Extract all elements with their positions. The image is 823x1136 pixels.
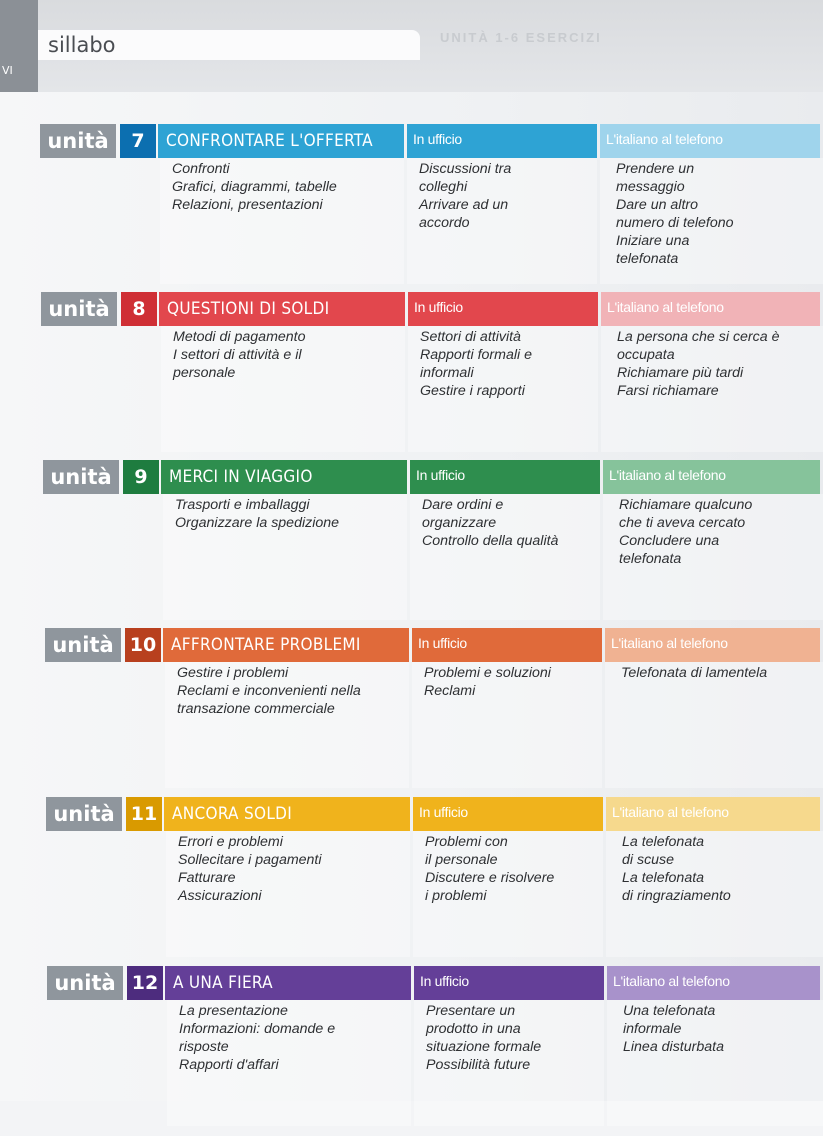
syllabus-line: che ti aveva cercato <box>619 515 746 531</box>
unit-number: 10 <box>125 628 161 662</box>
syllabus-line: La telefonata <box>622 834 705 850</box>
unit-title: QUESTIONI DI SOLDI <box>159 292 405 326</box>
page-number: VI <box>2 64 13 77</box>
ufficio-column <box>420 328 600 400</box>
topics-column <box>177 664 412 718</box>
syllabus-line: Telefonata di lamentela <box>621 665 768 681</box>
unit-title: A UNA FIERA <box>165 966 411 1000</box>
topics-column <box>172 160 407 214</box>
unit-title: AFFRONTARE PROBLEMI <box>163 628 409 662</box>
ufficio-column <box>422 496 602 550</box>
italiano-telefono-header: L'italiano al telefono <box>605 628 820 662</box>
unit-number: 7 <box>120 124 156 158</box>
unit-block-12 <box>47 966 820 1136</box>
ufficio-column <box>426 1002 606 1074</box>
syllabus-line: Rapporti d'affari <box>179 1057 279 1073</box>
syllabus-line: Problemi e soluzioni <box>424 665 551 681</box>
unit-block-7 <box>40 124 820 294</box>
unit-header <box>45 628 823 662</box>
unit-header <box>47 966 823 1000</box>
unit-block-8 <box>41 292 820 462</box>
syllabus-line: Possibilità future <box>426 1057 531 1073</box>
unit-label: unità <box>47 966 123 1000</box>
syllabus-line: Confronti <box>172 161 230 177</box>
italiano-telefono-header: L'italiano al telefono <box>607 966 820 1000</box>
unit-number: 11 <box>126 797 162 831</box>
topics-column <box>178 833 413 905</box>
syllabus-line: occupata <box>617 347 675 363</box>
in-ufficio-header: In ufficio <box>408 292 598 326</box>
syllabus-line: Presentare un <box>426 1003 516 1019</box>
syllabus-line: Reclami e inconvenienti nella <box>177 683 361 699</box>
in-ufficio-header: In ufficio <box>407 124 597 158</box>
ufficio-column <box>424 664 604 700</box>
section-title-box <box>38 30 420 60</box>
syllabus-line: di scuse <box>622 852 675 868</box>
section-title: sillabo <box>48 33 116 57</box>
unit-number: 9 <box>123 460 159 494</box>
syllabus-line: La telefonata <box>622 870 705 886</box>
ufficio-column <box>425 833 605 905</box>
in-ufficio-header: In ufficio <box>414 966 604 1000</box>
syllabus-line: i problemi <box>425 888 487 904</box>
syllabus-line: risposte <box>179 1039 229 1055</box>
syllabus-line: organizzare <box>422 515 497 531</box>
in-ufficio-header: In ufficio <box>410 460 600 494</box>
italiano-telefono-header: L'italiano al telefono <box>601 292 820 326</box>
unit-label: unità <box>45 628 121 662</box>
telefono-column <box>616 160 823 268</box>
unit-number: 8 <box>121 292 157 326</box>
italiano-telefono-header: L'italiano al telefono <box>606 797 820 831</box>
syllabus-line: Grafici, diagrammi, tabelle <box>172 179 337 195</box>
syllabus-line: Settori di attività <box>420 329 521 345</box>
unit-label: unità <box>46 797 122 831</box>
syllabus-line: Organizzare la spedizione <box>175 515 340 531</box>
topics-column <box>179 1002 414 1074</box>
topics-column <box>173 328 408 382</box>
syllabus-line: Rapporti formali e <box>420 347 532 363</box>
syllabus-line: prodotto in una <box>426 1021 521 1037</box>
italiano-telefono-header: L'italiano al telefono <box>603 460 820 494</box>
unit-label: unità <box>41 292 117 326</box>
unit-block-9 <box>43 460 820 630</box>
syllabus-line: Prendere un <box>616 161 695 177</box>
syllabus-line: Richiamare qualcuno <box>619 497 753 513</box>
syllabus-line: Relazioni, presentazioni <box>172 197 323 213</box>
bleed-through-text: UNITÀ 1-6 ESERCIZI <box>440 30 602 45</box>
syllabus-line: Discutere e risolvere <box>425 870 555 886</box>
syllabus-line: Richiamare più tardi <box>617 365 744 381</box>
syllabus-line: informale <box>623 1021 682 1037</box>
italiano-telefono-header: L'italiano al telefono <box>600 124 820 158</box>
unit-header <box>43 460 823 494</box>
unit-header <box>46 797 823 831</box>
syllabus-line: Arrivare ad un <box>419 197 509 213</box>
syllabus-line: Sollecitare i pagamenti <box>178 852 322 868</box>
unit-title: ANCORA SOLDI <box>164 797 410 831</box>
syllabus-line: transazione commerciale <box>177 701 335 717</box>
syllabus-line: Una telefonata <box>623 1003 716 1019</box>
syllabus-line: informali <box>420 365 474 381</box>
syllabus-line: Discussioni tra <box>419 161 512 177</box>
unit-header <box>41 292 823 326</box>
syllabus-line: Farsi richiamare <box>617 383 719 399</box>
in-ufficio-header: In ufficio <box>412 628 602 662</box>
syllabus-line: telefonata <box>616 251 679 267</box>
syllabus-line: La presentazione <box>179 1003 288 1019</box>
topics-column <box>175 496 410 532</box>
syllabus-line: personale <box>173 365 236 381</box>
syllabus-line: Informazioni: domande e <box>179 1021 336 1037</box>
syllabus-line: Reclami <box>424 683 476 699</box>
syllabus-line: Errori e problemi <box>178 834 283 850</box>
unit-block-11 <box>46 797 820 967</box>
telefono-column <box>619 496 823 568</box>
syllabus-line: Gestire i problemi <box>177 665 289 681</box>
syllabus-line: Gestire i rapporti <box>420 383 525 399</box>
telefono-column <box>617 328 823 400</box>
telefono-column <box>621 664 823 682</box>
syllabus-line: telefonata <box>619 551 682 567</box>
unit-header <box>40 124 823 158</box>
unit-title: CONFRONTARE L'OFFERTA <box>158 124 404 158</box>
telefono-column <box>622 833 823 905</box>
syllabus-line: di ringraziamento <box>622 888 731 904</box>
telefono-column <box>623 1002 823 1056</box>
syllabus-line: Controllo della qualità <box>422 533 559 549</box>
ufficio-column <box>419 160 599 232</box>
syllabus-line: Dare ordini e <box>422 497 504 513</box>
unit-label: unità <box>43 460 119 494</box>
unit-label: unità <box>40 124 116 158</box>
syllabus-line: Iniziare una <box>616 233 690 249</box>
syllabus-line: Fatturare <box>178 870 236 886</box>
syllabus-line: Problemi con <box>425 834 508 850</box>
unit-block-10 <box>45 628 820 798</box>
syllabus-line: situazione formale <box>426 1039 542 1055</box>
syllabus-line: Metodi di pagamento <box>173 329 306 345</box>
syllabus-line: Concludere una <box>619 533 720 549</box>
syllabus-line: colleghi <box>419 179 468 195</box>
syllabus-line: accordo <box>419 215 470 231</box>
syllabus-line: Linea disturbata <box>623 1039 724 1055</box>
syllabus-line: numero di telefono <box>616 215 734 231</box>
syllabus-line: Trasporti e imballaggi <box>175 497 310 513</box>
unit-title: MERCI IN VIAGGIO <box>161 460 407 494</box>
syllabus-line: I settori di attività e il <box>173 347 302 363</box>
syllabus-line: Assicurazioni <box>178 888 262 904</box>
syllabus-line: La persona che si cerca è <box>617 329 780 345</box>
in-ufficio-header: In ufficio <box>413 797 603 831</box>
syllabus-line: Dare un altro <box>616 197 699 213</box>
unit-number: 12 <box>127 966 163 1000</box>
syllabus-line: il personale <box>425 852 498 868</box>
page-tab <box>0 0 38 92</box>
syllabus-line: messaggio <box>616 179 685 195</box>
